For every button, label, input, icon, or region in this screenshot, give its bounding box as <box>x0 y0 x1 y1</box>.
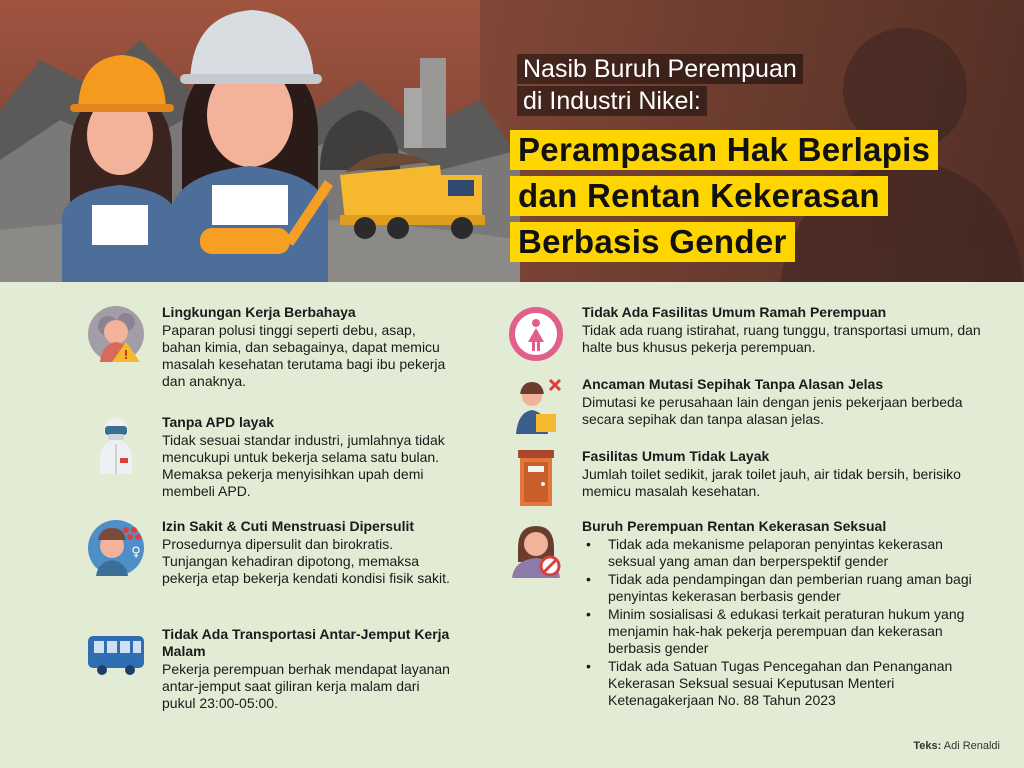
content-area <box>0 282 1024 768</box>
svg-text:♀: ♀ <box>131 545 141 560</box>
credit-author: Adi Renaldi <box>943 740 1000 752</box>
item-title: Fasilitas Umum Tidak Layak <box>582 448 770 464</box>
worker-mutation-icon <box>506 376 566 436</box>
subtitle-line-2: di Industri Nikel: <box>511 86 713 116</box>
item-description: Pekerja perempuan berhak mendapat layanan antar-jemput saat giliran kerja malam dari pukul 23:00-05:00. <box>162 661 450 711</box>
bullet-list <box>582 536 982 709</box>
author-credit <box>913 740 1000 752</box>
item-title: Buruh Perempuan Rentan Kekerasan Seksual <box>582 518 887 534</box>
item-title: Tanpa APD layak <box>162 414 275 430</box>
item-title: Lingkungan Kerja Berbahaya <box>162 304 356 320</box>
item-description: Dimutasi ke perusahaan lain dengan jenis pekerjaan berbeda secara sepihak dan tanpa alasan jelas. <box>582 394 963 427</box>
item-description: Paparan polusi tinggi seperti debu, asap, bahan kimia, dan sebagainya, dapat memicu masalah kesehatan terutama bagi ibu pekerja dan anaknya. <box>162 322 446 389</box>
title-line-2: dan Rentan Kekerasan <box>510 176 888 216</box>
bullet-item: • Tidak ada pendampingan dan pemberian ruang aman bagi penyintas kekerasan berbasis gender <box>582 571 982 605</box>
sick-woman-icon <box>86 518 146 578</box>
silo <box>420 58 446 148</box>
item-title: Tidak Ada Transportasi Antar-Jemput Kerja Malam <box>162 626 450 659</box>
header-banner <box>0 0 1024 282</box>
credit-label: Teks: <box>913 740 942 752</box>
bus-icon <box>86 626 146 686</box>
item-description: Tidak sesuai standar industri, jumlahnya tidak mencukupi untuk bekerja selama satu bulan. Memaksa pekerja menyisihkan upah demi membeli APD. <box>162 432 445 499</box>
item-title: Ancaman Mutasi Sepihak Tanpa Alasan Jelas <box>582 376 884 392</box>
item-description: Jumlah toilet sedikit, jarak toilet jauh, air tidak bersih, berisiko memicu masalah kesehatan. <box>582 466 961 499</box>
item-description: Tidak ada ruang istirahat, ruang tunggu, transportasi umum, dan halte bus khusus pekerja perempuan. <box>582 322 981 355</box>
item-title: Izin Sakit & Cuti Menstruasi Dipersulit <box>162 518 415 534</box>
women-sign-icon <box>506 304 566 364</box>
bullet-item: • Minim sosialisasi & edukasi terkait peraturan hukum yang menjamin hak-hak pekerja perempuan dan kekerasan berbasis gender <box>582 606 982 657</box>
toilet-icon <box>506 448 566 508</box>
bullet-item: • Tidak ada Satuan Tugas Pencegahan dan Penanganan Kekerasan Seksual sesuai Keputusan Menteri Ketenagakerjaan No. 88 Tahun 2023 <box>582 658 982 709</box>
main-title <box>510 130 1010 268</box>
svg-text:!: ! <box>123 348 129 362</box>
woman-worker-white-helmet <box>172 10 333 282</box>
item-description: Prosedurnya dipersulit dan birokratis. Tunjangan kehadiran dipotong, memaksa pekerja etap bekerja kendati kondisi fisik sakit. <box>162 536 450 586</box>
title-line-3: Berbasis Gender <box>510 222 795 262</box>
pollution-woman-icon <box>86 304 146 364</box>
item-title: Tidak Ada Fasilitas Umum Ramah Perempuan <box>582 304 887 320</box>
subtitle-line-1: Nasib Buruh Perempuan <box>511 54 809 84</box>
harassment-woman-icon <box>506 518 566 578</box>
bullet-item: • Tidak ada mekanisme pelaporan penyintas kekerasan seksual yang aman dan berperspektif gender <box>582 536 982 570</box>
protective-suit-icon <box>86 414 146 474</box>
title-line-1: Perampasan Hak Berlapis <box>510 130 938 170</box>
